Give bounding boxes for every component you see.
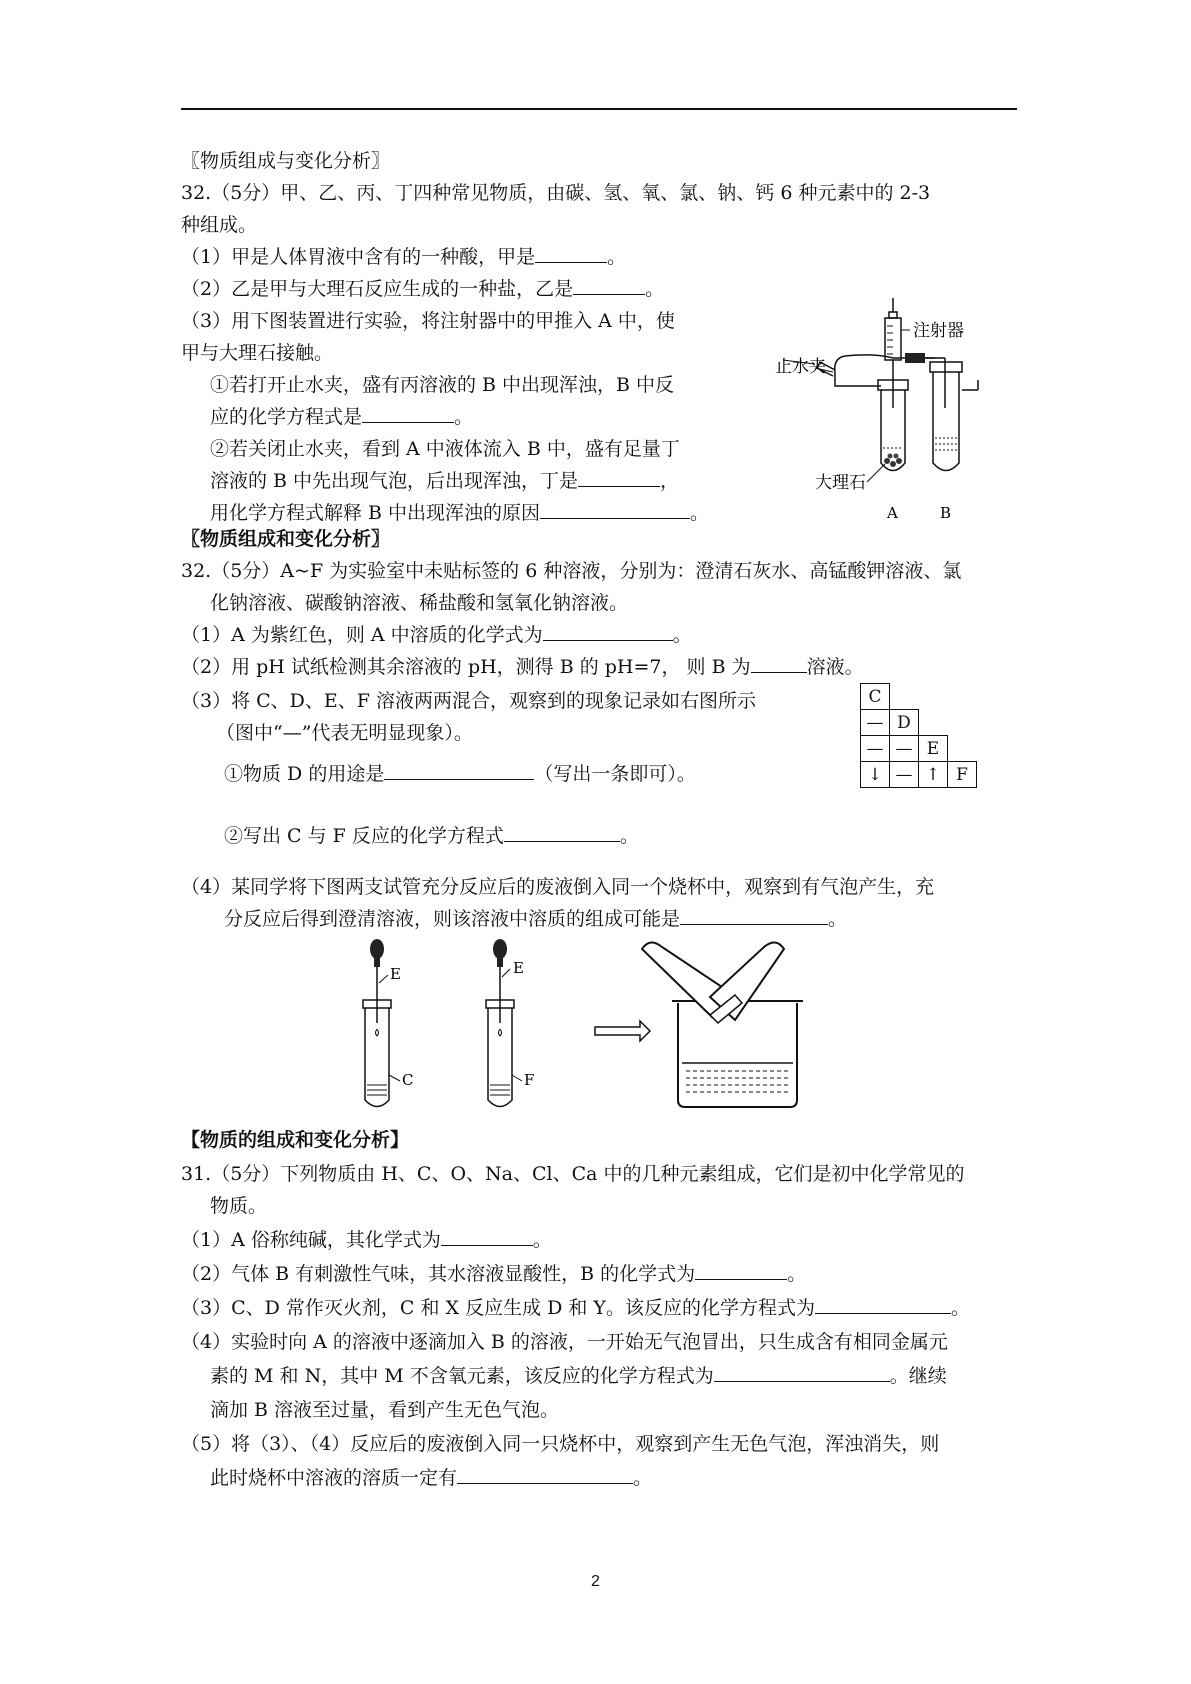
label-e1: E — [390, 965, 401, 983]
question-31-line2: 物质。 — [210, 1195, 268, 1217]
q31-part4-line1: （4）实验时向 A 的溶液中逐滴加入 B 的溶液，一开始无气泡冒出，只生成含有相同金属元 — [181, 1331, 948, 1353]
q32b-part2: （2）用 pH 试纸检测其余溶液的 pH，测得 B 的 pH=7， 则 B 为 溶液。 — [181, 656, 864, 678]
dropper-tube-1 — [363, 939, 391, 1107]
q32a-sub2-line1: ②若关闭止水夹，看到 A 中液体流入 B 中，盛有足量丁 — [210, 438, 680, 460]
label-tube-b: B — [940, 504, 952, 522]
grid-df: — — [890, 762, 919, 788]
q32b-part4-line2: 分反应后得到澄清溶液，则该溶液中溶质的组成可能是 。 — [224, 908, 848, 930]
grid-ce: — — [861, 736, 890, 762]
answer-blank[interactable] — [441, 1227, 533, 1246]
label-c: C — [402, 1071, 414, 1089]
question-32a-line1: 32.（5分）甲、乙、丙、丁四种常见物质，由碳、氢、氧、氯、钠、钙 6 种元素中的 2-3 — [181, 182, 931, 204]
answer-blank[interactable] — [540, 500, 690, 519]
q32b-sub1: ①物质 D 的用途是 （写出一条即可）。 — [224, 763, 696, 785]
q32a-part3-line1: （3）用下图装置进行实验，将注射器中的甲推入 A 中，使 — [181, 310, 675, 332]
q32a-sub2-line2: 溶液的 B 中先出现气泡，后出现浑浊，丁是 ， — [210, 470, 680, 492]
answer-blank[interactable] — [815, 1295, 951, 1314]
dropper-tube-2 — [486, 939, 514, 1107]
grid-cd: — — [861, 710, 890, 736]
grid-f: F — [948, 762, 977, 788]
answer-blank[interactable] — [695, 1261, 787, 1280]
q32a-part3-line2: 甲与大理石接触。 — [181, 342, 334, 364]
q31-part5-line2: 此时烧杯中溶液的溶质一定有 。 — [210, 1467, 653, 1489]
answer-blank[interactable] — [457, 1465, 633, 1484]
pour-arrow-icon — [595, 1021, 650, 1041]
answer-blank[interactable] — [751, 654, 807, 673]
beaker-with-tubes — [642, 942, 803, 1107]
q31-part2: （2）气体 B 有刺激性气味，其水溶液显酸性，B 的化学式为 。 — [181, 1263, 807, 1285]
q32a-sub1-line1: ①若打开止水夹，盛有丙溶液的 B 中出现浑浊，B 中反 — [210, 374, 675, 396]
q32b-part4-line1: （4）某同学将下图两支试管充分反应后的废液倒入同一个烧杯中，观察到有气泡产生，充 — [181, 876, 935, 898]
syringe-plunger-top — [889, 312, 897, 318]
page-number: 2 — [591, 1573, 600, 1590]
q32a-sub2-line3: 用化学方程式解释 B 中出现浑浊的原因 。 — [210, 502, 710, 524]
test-tubes-figure — [350, 935, 870, 1115]
grid-d: D — [890, 710, 919, 736]
q32b-part3-line1: （3）将 C、D、E、F 溶液两两混合，观察到的现象记录如右图所示 — [181, 690, 756, 712]
label-e2: E — [513, 959, 524, 977]
answer-blank[interactable] — [573, 276, 645, 295]
grid-e: E — [919, 736, 948, 762]
answer-blank[interactable] — [680, 906, 828, 925]
question-32b-line2: 化钠溶液、碳酸钠溶液、稀盐酸和氢氧化钠溶液。 — [210, 592, 629, 614]
question-32b-line1: 32.（5分）A~F 为实验室中未贴标签的 6 种溶液，分别为：澄清石灰水、高锰酸钾溶液、氯 — [181, 560, 962, 582]
grid-de: — — [890, 736, 919, 762]
header-rule — [181, 108, 1017, 110]
label-syringe: 注射器 — [913, 321, 964, 341]
answer-blank[interactable] — [535, 244, 607, 263]
section-3-title: 【物质的组成和变化分析】 — [181, 1129, 410, 1151]
q32b-part3-line2: （图中“—”代表无明显现象）。 — [216, 722, 473, 744]
answer-blank[interactable] — [504, 823, 620, 842]
q32a-part2: （2）乙是甲与大理石反应生成的一种盐，乙是 。 — [181, 278, 665, 300]
question-31-line1: 31.（5分）下列物质由 H、C、O、Na、Cl、Ca 中的几种元素组成，它们是初中化学常见的 — [181, 1163, 965, 1185]
label-tube-a: A — [887, 504, 898, 522]
question-32a-line2: 种组成。 — [181, 214, 258, 236]
answer-blank[interactable] — [578, 468, 660, 487]
q31-part5-line1: （5）将（3）、（4）反应后的废液倒入同一只烧杯中，观察到产生无色气泡，浑浊消失，则 — [181, 1433, 940, 1455]
q32b-part1: （1）A 为紫红色，则 A 中溶质的化学式为 。 — [181, 624, 692, 646]
marble-chips — [884, 454, 902, 468]
reaction-grid — [860, 683, 977, 788]
answer-blank[interactable] — [543, 622, 673, 641]
test-tube-b — [933, 372, 959, 471]
section-2-title: 〖物质组成和变化分析〗 — [181, 528, 391, 550]
grid-ef: ↑ — [919, 762, 948, 788]
grid-c: C — [861, 684, 890, 710]
label-f: F — [524, 1071, 535, 1089]
grid-cf: ↓ — [861, 762, 890, 788]
answer-blank[interactable] — [384, 761, 534, 780]
q32b-sub2: ②写出 C 与 F 反应的化学方程式 。 — [224, 825, 639, 847]
label-clamp: 止水夹 — [775, 357, 826, 377]
answer-blank[interactable] — [714, 1363, 890, 1382]
label-marble: 大理石 — [815, 473, 866, 493]
apparatus-figure — [775, 298, 995, 526]
answer-blank[interactable] — [362, 404, 454, 423]
q31-part4-line3: 滴加 B 溶液至过量，看到产生无色气泡。 — [210, 1399, 560, 1421]
section-1-title: 〖物质组成与变化分析〗 — [181, 150, 391, 172]
q31-part4-line2: 素的 M 和 N，其中 M 不含氧元素，该反应的化学方程式为 。继续 — [210, 1365, 947, 1387]
q32a-sub1-line2: 应的化学方程式是 。 — [210, 406, 474, 428]
q31-part1: （1）A 俗称纯碱，其化学式为 。 — [181, 1229, 552, 1251]
q32a-part1: （1）甲是人体胃液中含有的一种酸，甲是 。 — [181, 246, 627, 268]
q31-part3: （3）C、D 常作灭火剂，C 和 X 反应生成 D 和 Y。该反应的化学方程式为 。 — [181, 1297, 970, 1319]
rubber-connector — [905, 353, 925, 363]
